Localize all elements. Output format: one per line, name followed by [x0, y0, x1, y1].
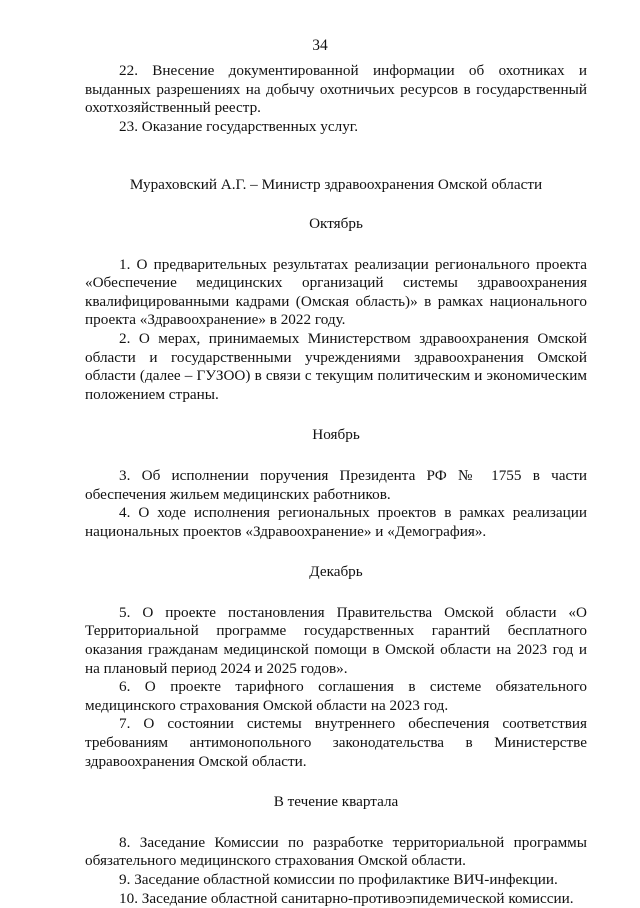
list-item-10: 10. Заседание областной санитарно-противоэпидемической комиссии.	[119, 889, 574, 907]
section-title-december: Декабрь	[309, 563, 363, 581]
list-item-4: 4. О ходе исполнения региональных проектов в рамках реализации национальных проектов «Здравоохранение» и «Демография».	[85, 504, 587, 540]
list-item-9: 9. Заседание областной комиссии по профилактике ВИЧ-инфекции.	[119, 871, 558, 888]
list-item-23: 23. Оказание государственных услуг.	[119, 117, 359, 135]
list-item-1: 1. О предварительных результатах реализации регионального проекта «Обеспечение медицинских организаций системы здравоохранения квалифицированными кадрами (Омская область)» в рамках национального проекта «Здравоохранение» в 2022 году.	[85, 255, 587, 329]
minister-heading: Мураховский А.Г. – Министр здравоохранения Омской области	[129, 176, 543, 194]
list-item-3: 3. Об исполнении поручения Президента РФ № 1755 в части обеспечения жильем медицинских работников.	[85, 466, 587, 503]
list-item-5: 5. О проекте постановления Правительства Омской области «О Территориальной программе государственных гарантий бесплатного оказания гражданам медицинской помощи в Омской области на 2023 год и на плановый период 2024 и 2025 годов».	[85, 603, 587, 677]
list-item-8: 8. Заседание Комиссии по разработке территориальной программы обязательного медицинского страхования Омской области.	[85, 833, 587, 870]
section-title-quarter: В течение квартала	[273, 793, 399, 811]
list-item-2: 2. О мерах, принимаемых Министерством здравоохранения Омской области и государственными учреждениями здравоохранения Омской области (далее – ГУЗОО) в связи с текущим политическим и экономическим положением страны.	[85, 329, 587, 403]
section-title-november: Ноябрь	[312, 426, 360, 444]
page-number: 34	[312, 37, 328, 54]
section-title-october: Октябрь	[309, 214, 363, 232]
list-item-7: 7. О состоянии системы внутреннего обеспечения соответствия требованиям антимонопольного законодательства в Министерстве здравоохранения Омской области.	[85, 715, 587, 770]
list-item-6: 6. О проекте тарифного соглашения в системе обязательного медицинского страхования Омской области на 2023 год.	[85, 678, 587, 714]
list-item-22: 22. Внесение документированной информации об охотниках и выданных разрешениях на добычу охотничьих ресурсов в государственный охотхозяйственный реестр.	[85, 62, 587, 117]
document-body	[85, 62, 587, 908]
